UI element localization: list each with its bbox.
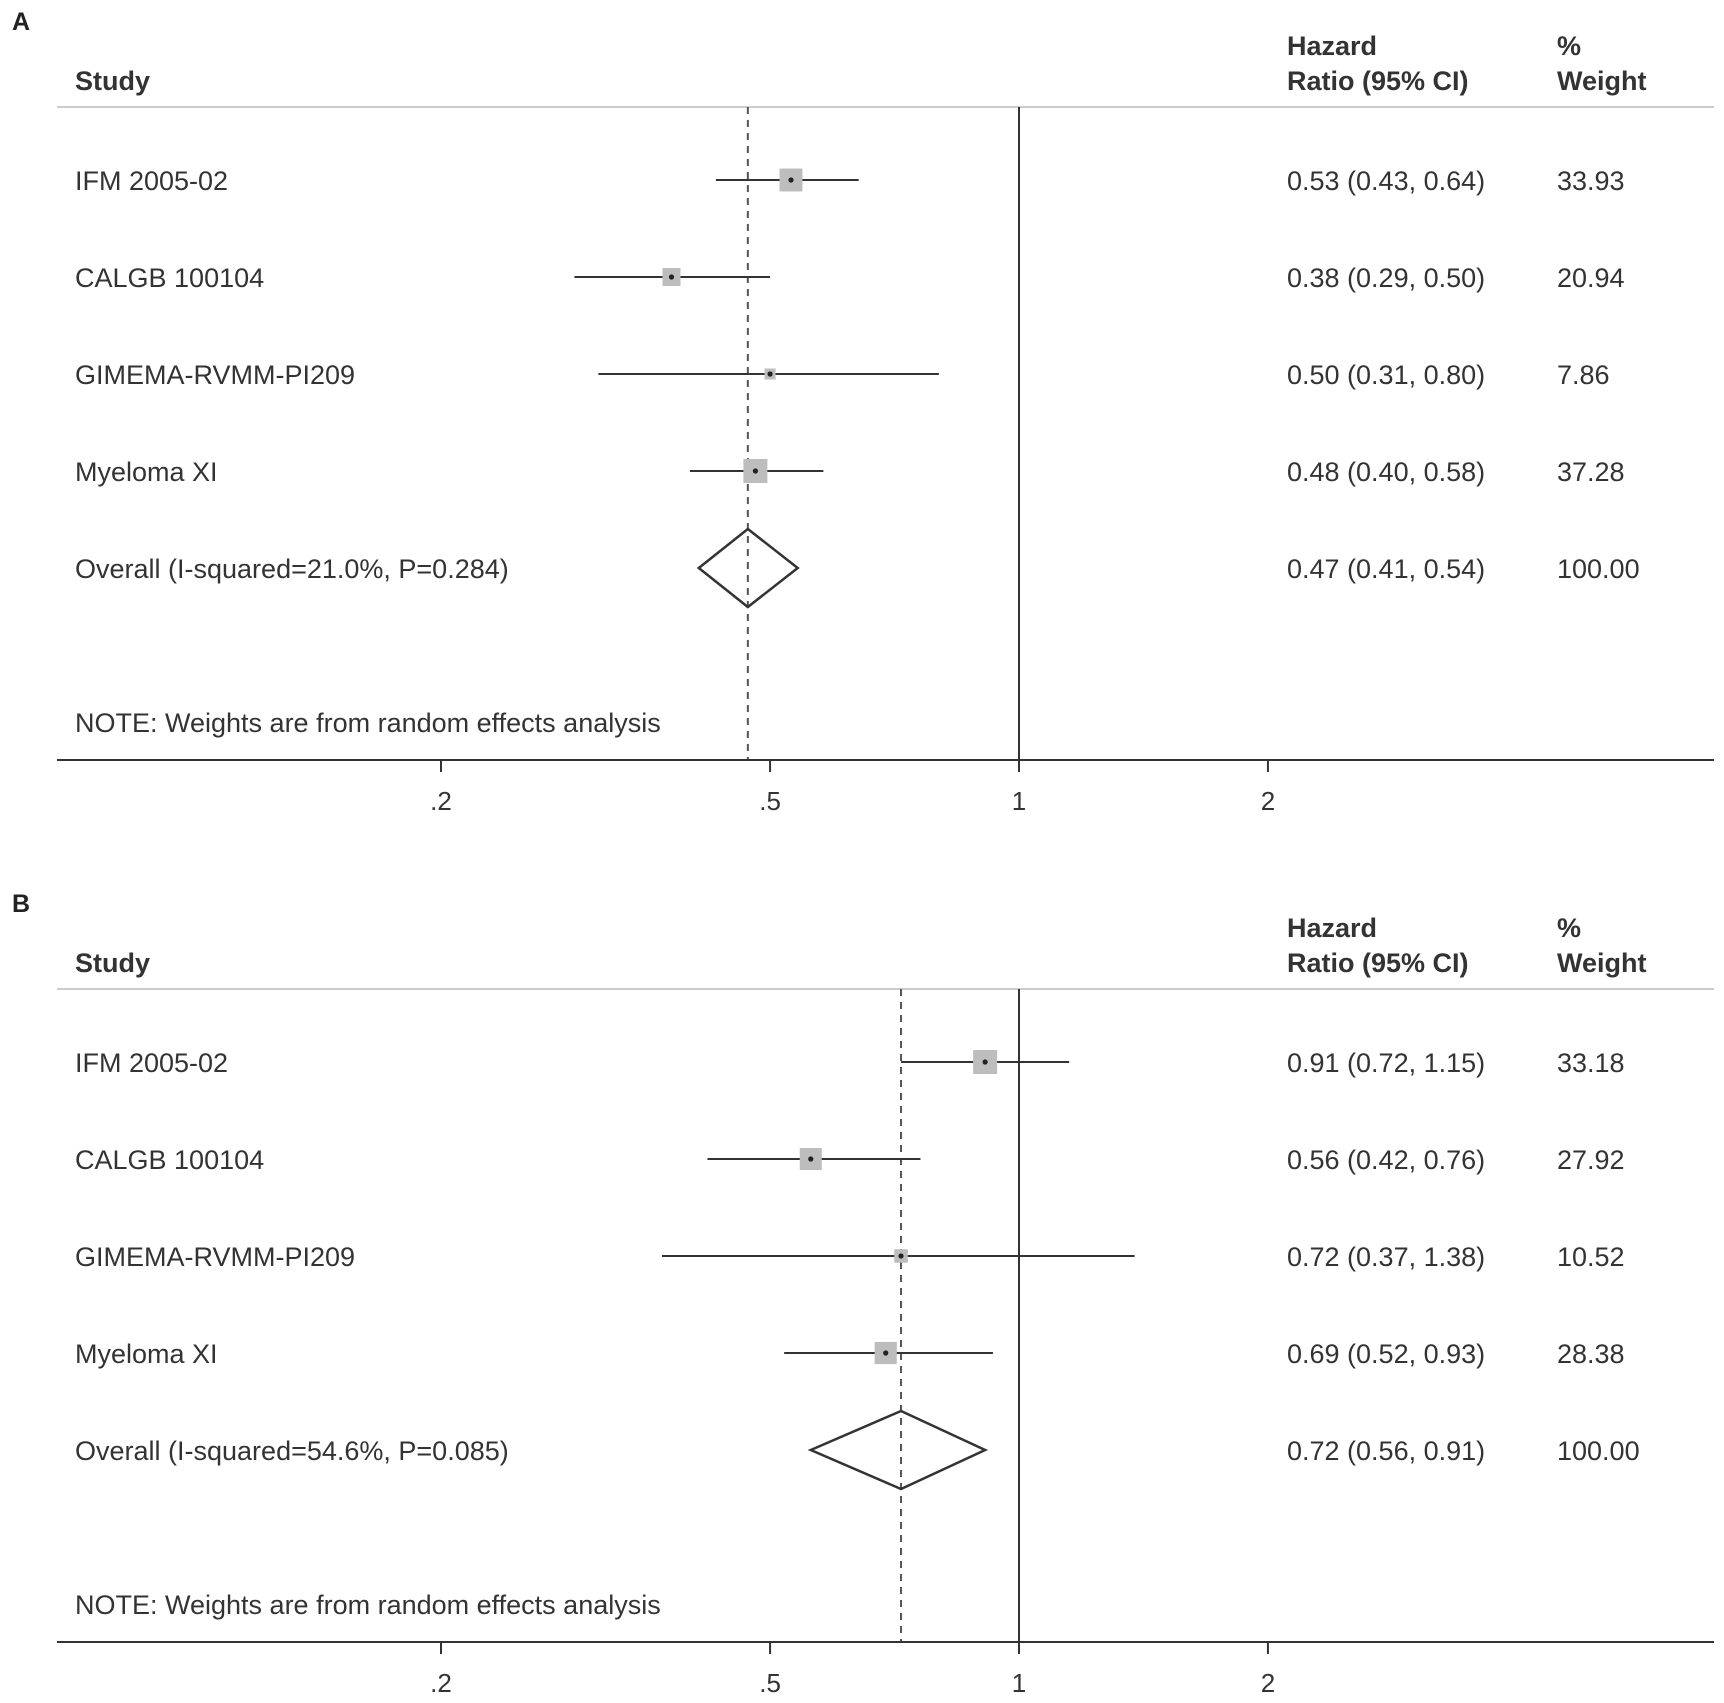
study-hr-ci: 0.69 (0.52, 0.93) xyxy=(1287,1339,1486,1369)
study-weight: 10.52 xyxy=(1557,1242,1625,1272)
study-point-estimate xyxy=(669,274,674,279)
study-name: GIMEMA-RVMM-PI209 xyxy=(75,360,356,390)
study-point-estimate xyxy=(753,468,758,473)
study-name: IFM 2005-02 xyxy=(75,166,229,196)
study-hr-ci: 0.72 (0.37, 1.38) xyxy=(1287,1242,1486,1272)
header-weight-line2: Weight xyxy=(1557,66,1647,96)
header-hazard-line1: Hazard xyxy=(1287,913,1378,943)
overall-hr-ci: 0.47 (0.41, 0.54) xyxy=(1287,554,1486,584)
header-study: Study xyxy=(75,948,151,978)
header-weight-line2: Weight xyxy=(1557,948,1647,978)
study-hr-ci: 0.53 (0.43, 0.64) xyxy=(1287,166,1486,196)
study-hr-ci: 0.50 (0.31, 0.80) xyxy=(1287,360,1486,390)
x-axis-tick-label: .5 xyxy=(759,1668,781,1698)
header-hazard-line2: Ratio (95% CI) xyxy=(1287,948,1469,978)
header-weight-line1: % xyxy=(1557,31,1582,61)
forest-panel-b xyxy=(12,890,1714,1698)
overall-weight: 100.00 xyxy=(1557,1436,1640,1466)
study-hr-ci: 0.38 (0.29, 0.50) xyxy=(1287,263,1486,293)
overall-diamond xyxy=(811,1411,985,1489)
overall-name: Overall (I-squared=21.0%, P=0.284) xyxy=(75,554,509,584)
weights-note: NOTE: Weights are from random effects analysis xyxy=(75,1590,661,1620)
study-point-estimate xyxy=(788,177,793,182)
overall-weight: 100.00 xyxy=(1557,554,1640,584)
x-axis-tick-label: 1 xyxy=(1011,786,1027,816)
study-name: Myeloma XI xyxy=(75,457,218,487)
study-point-estimate xyxy=(808,1156,813,1161)
x-axis-tick-label: 2 xyxy=(1260,1668,1276,1698)
x-axis-tick-label: 2 xyxy=(1260,786,1276,816)
study-weight: 20.94 xyxy=(1557,263,1625,293)
panel-label: A xyxy=(12,8,31,36)
study-hr-ci: 0.56 (0.42, 0.76) xyxy=(1287,1145,1486,1175)
study-weight: 7.86 xyxy=(1557,360,1610,390)
study-weight: 27.92 xyxy=(1557,1145,1625,1175)
study-point-estimate xyxy=(767,371,772,376)
study-weight: 28.38 xyxy=(1557,1339,1625,1369)
study-name: CALGB 100104 xyxy=(75,1145,265,1175)
forest-panel-a xyxy=(12,8,1714,816)
study-weight: 33.93 xyxy=(1557,166,1625,196)
study-name: GIMEMA-RVMM-PI209 xyxy=(75,1242,356,1272)
study-weight: 33.18 xyxy=(1557,1048,1625,1078)
study-point-estimate xyxy=(883,1350,888,1355)
study-point-estimate xyxy=(898,1253,903,1258)
study-name: IFM 2005-02 xyxy=(75,1048,229,1078)
overall-name: Overall (I-squared=54.6%, P=0.085) xyxy=(75,1436,509,1466)
header-study: Study xyxy=(75,66,151,96)
x-axis-tick-label: .2 xyxy=(430,1668,452,1698)
study-name: CALGB 100104 xyxy=(75,263,265,293)
header-weight-line1: % xyxy=(1557,913,1582,943)
study-weight: 37.28 xyxy=(1557,457,1625,487)
x-axis-tick-label: 1 xyxy=(1011,1668,1027,1698)
header-hazard-line1: Hazard xyxy=(1287,31,1378,61)
x-axis-tick-label: .2 xyxy=(430,786,452,816)
header-hazard-line2: Ratio (95% CI) xyxy=(1287,66,1469,96)
study-hr-ci: 0.48 (0.40, 0.58) xyxy=(1287,457,1486,487)
panel-label: B xyxy=(12,890,31,918)
x-axis-tick-label: .5 xyxy=(759,786,781,816)
overall-hr-ci: 0.72 (0.56, 0.91) xyxy=(1287,1436,1486,1466)
study-hr-ci: 0.91 (0.72, 1.15) xyxy=(1287,1048,1486,1078)
weights-note: NOTE: Weights are from random effects analysis xyxy=(75,708,661,738)
study-point-estimate xyxy=(983,1059,988,1064)
study-name: Myeloma XI xyxy=(75,1339,218,1369)
